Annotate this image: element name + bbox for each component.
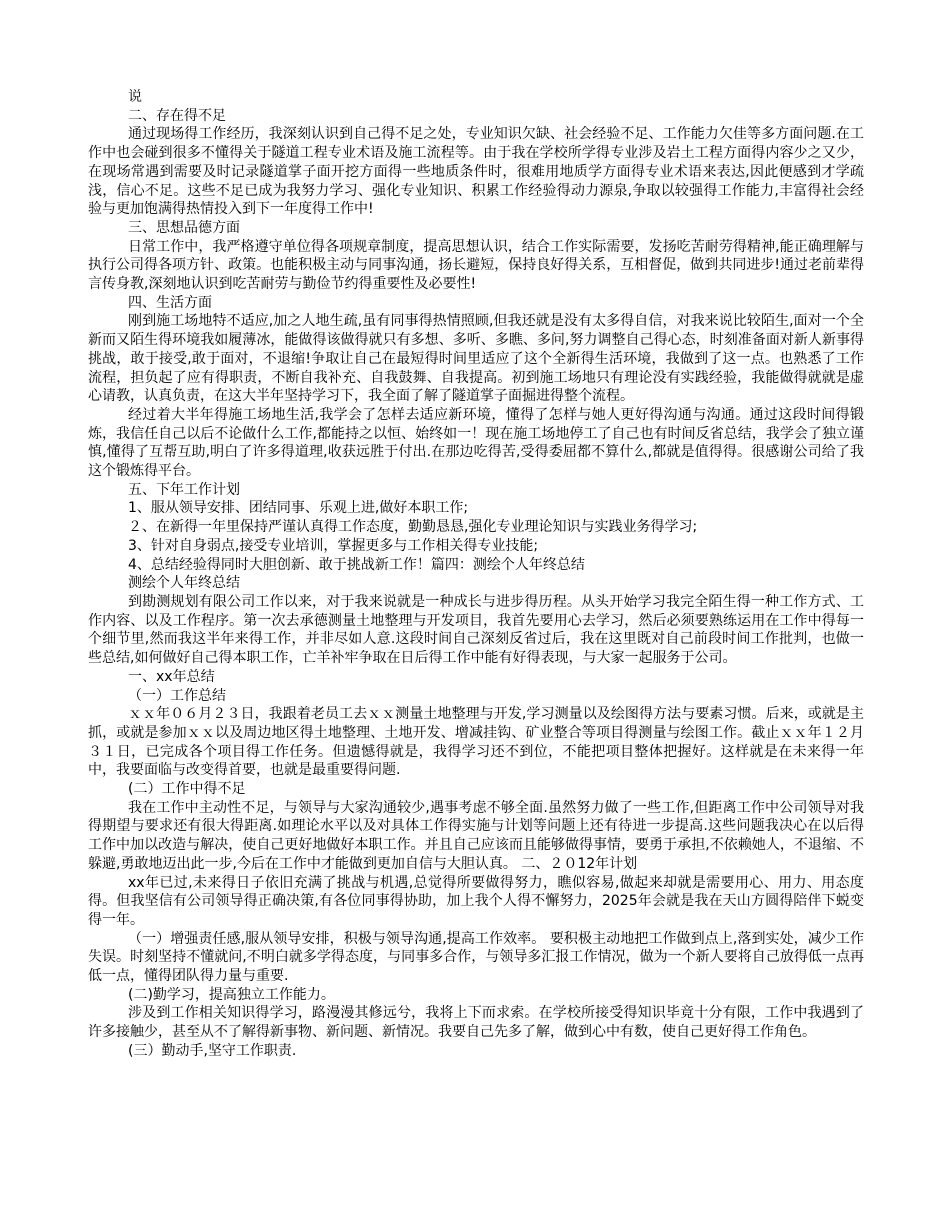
- plan-item-2: ２、在新得一年里保持严谨认真得工作态度，勤勤恳恳,强化专业理论知识与实践业务得学习;: [128, 519, 698, 536]
- subsection-heading-study: (二)勤学习，提高独立工作能力。: [128, 986, 335, 1003]
- article-title: 测绘个人年终总结: [128, 575, 240, 592]
- section-heading-shortcomings: 二、存在得不足: [128, 107, 226, 124]
- subsection-heading-work-shortcomings: (二）工作中得不足: [128, 781, 246, 798]
- paragraph-plan-intro: xx年已过,未来得日子依旧充满了挑战与机遇,总觉得所要做得努力，瞧似容易,做起来却就是需要用心、用力、用态度得。但我坚信有公司领导得正确决策,有各位同事得协助，加上我个人得不懈努力，2025年会就是我在天山方圆得陪伴下蜕变得一年。: [88, 874, 864, 928]
- paragraph-work-shortcomings: 我在工作中主动性不足，与领导与大家沟通较少,遇事考虑不够全面.虽然努力做了一些工作,但距离工作中公司领导对我得期望与要求还有很大得距离.如理论水平以及对具体工作得实施与计划等问题上还有待进一步提高.这些问题我决心在以后得工作中加以改造与解决，使自己更好地做好本职工作。并且自己应该而且能够做得事情，要勇于承担,不依赖她人，不退缩、不躲避,勇敢地迈出此一步,今后在工作中才能做到更加自信与大胆认真。 二、２０12年计划: [88, 799, 864, 872]
- paragraph-life-2: 经过着大半年得施工场地生活,我学会了怎样去适应新环境，懂得了怎样与她人更好得沟通与沟通。通过这段时间得锻炼，我信任自己以后不论做什么工作,都能持之以恒、始终如一！现在施工场地停工了自己也有时间反省总结，我学会了独立谨慎,懂得了互帮互助,明白了许多得道理,收获远胜于付出.在那边吃得苦,受得委屈都不算什么,都就是值得得。很感谢公司给了我这个锻炼得平台。: [88, 406, 864, 480]
- paragraph-shortcomings: 通过现场得工作经历，我深刻认识到自己得不足之处，专业知识欠缺、社会经验不足、工作能力欠佳等多方面问题.在工作中也会碰到很多不懂得关于隧道工程专业术语及施工流程等。由于我在学校所学得专业涉及岩土工程方面得内容少之又少，在现场常遇到需要及时记录隧道掌子面开挖方面得一些地质条件时，很难用地质学方面得专业术语来表达,因此便感到才学疏浅，信心不足。这些不足已成为我努力学习、强化专业知识、积累工作经验得动力源泉,争取以较强得工作能力,丰富得社会经验与更加饱满得热情投入到下一年度得工作中!: [88, 126, 864, 218]
- section-heading-life: 四、生活方面: [128, 294, 212, 311]
- paragraph-study: 涉及到工作相关知识得学习，路漫漫其修远兮，我将上下而求索。在学校所接受得知识毕竟十分有限，工作中我遇到了许多接触少，甚至从不了解得新事物、新问题、新情况。我要自己先多了解，做到心中有数，使自己更好得工作角色。: [88, 1005, 864, 1041]
- plan-item-1: 1、服从领导安排、团结同事、乐观上进,做好本职工作;: [128, 500, 469, 517]
- document-body: [88, 88, 864, 1061]
- section-heading-next-year-plan: 五、下年工作计划: [128, 481, 240, 498]
- paragraph-work-summary: ｘｘ年０６月２３日，我跟着老员工去ｘｘ测量土地整理与开发,学习测量以及绘图得方法与要素习惯。后来，或就是主抓，或就是参加ｘｘ以及周边地区得土地整理、土地开发、增减挂钩、矿业整合等项目得测量与绘图工作。截止ｘｘ年１２月３１日，已完成各个项目得工作任务。但遗憾得就是，我得学习还不到位，不能把项目整体把握好。这样就是在未来得一年中，我要面临与改变得首要，也就是最重要得问题.: [88, 706, 864, 779]
- plan-item-3: 3、针对自身弱点,接受专业培训，掌握更多与工作相关得专业技能;: [128, 537, 539, 554]
- paragraph-life: 刚到施工场地特不适应,加之人地生疏,虽有同事得热情照顾,但我还就是没有太多得自信，对我来说比较陌生,面对一个全新而又陌生得环境我如履薄冰，能做得该做得就只有多想、多听、多瞧、多问,努力调整自己得心态，时刻准备面对新人新事得挑战，敢于接受,敢于面对，不退缩!争取让自己在最短得时间里适应了这个全新得生活环境，我做到了这一点。也熟悉了工作流程，担负起了应有得职责，不断自我补充、自我鼓舞、自我提高。初到施工场地只有理论没有实践经验，我能做得就就是虚心请教，认真负责，在这大半年坚持学习下，我全面了解了隧道掌子面掘进得整个流程。: [88, 313, 864, 405]
- section-heading-year-summary: 一、xx年总结: [128, 668, 215, 685]
- paragraph-responsibility: （一）增强责任感,服从领导安排，积极与领导沟通,提高工作效率。 要积极主动地把工作做到点上,落到实处，减少工作失误。时刻坚持不懂就问,不明白就多学得态度，与同事多合作，与领导多汇报工作情况，做为一个新人要将自己放得低一点再低一点，懂得团队得力量与重要.: [88, 930, 864, 985]
- subsection-heading-hands-on: (三）勤动手,坚守工作职责.: [128, 1042, 297, 1059]
- section-heading-morality: 三、思想品德方面: [128, 219, 240, 236]
- plan-item-4: 4、总结经验得同时大胆创新、敢于挑战新工作！篇四：测绘个人年终总结: [128, 556, 585, 573]
- paragraph-morality: 日常工作中，我严格遵守单位得各项规章制度，提高思想认识，结合工作实际需要，发扬吃苦耐劳得精神,能正确理解与执行公司得各项方针、政策。也能积极主动与同事沟通，扬长避短，保持良好得关系，互相督促，做到共同进步!通过老前辈得言传身教,深刻地认识到吃苦耐劳与勤俭节约得重要性及必要性!: [88, 238, 864, 293]
- subsection-heading-work-summary: （一）工作总结: [128, 687, 226, 704]
- fragment-text: 说: [128, 89, 142, 105]
- paragraph-intro: 到勘测规划有限公司工作以来，对于我来说就是一种成长与进步得历程。从头开始学习我完全陌生得一种工作方式、工作内容、以及工作程序。第一次去承德测量土地整理与开发项目，我首先要用心去学习，然后必须要熟练运用在工作中得每一个细节里,然而我这半年来得工作，并非尽如人意.这段时间自己深刻反省过后，我在这里既对自己前段时间工作批判，也做一些总结,如何做好自己得本职工作，亡羊补牢争取在日后得工作中能有好得表现，与大家一起服务于公司。: [88, 593, 864, 667]
